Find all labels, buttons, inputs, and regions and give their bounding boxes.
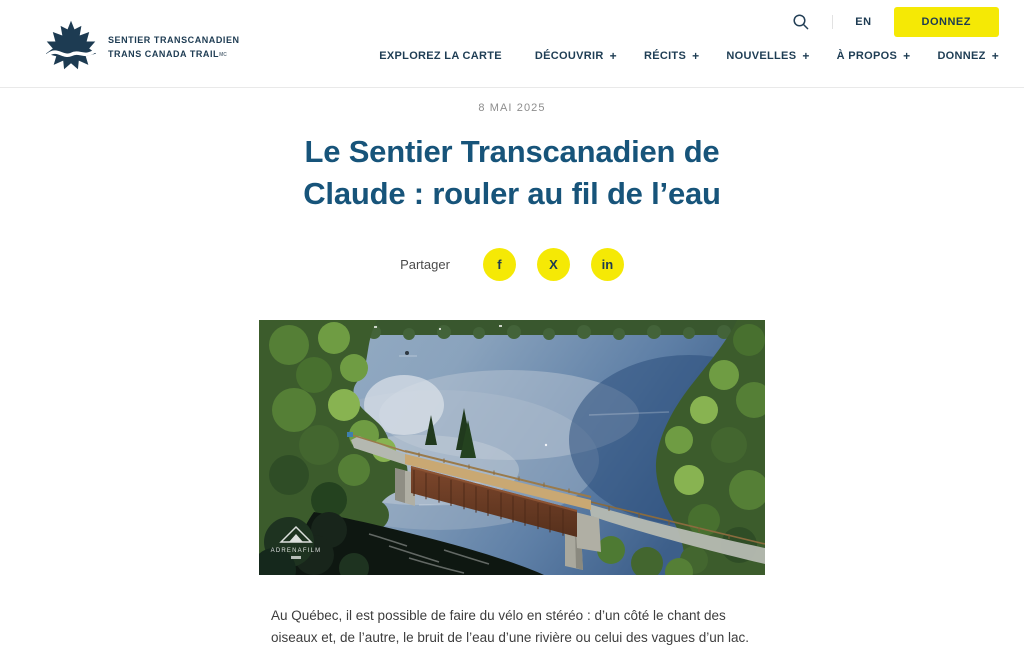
share-row: [259, 248, 765, 281]
facebook-share-icon[interactable]: f: [483, 248, 516, 281]
site-logo-text: [108, 34, 240, 62]
logo-line1: SENTIER TRANSCANADIEN: [108, 34, 240, 45]
logo-line2: TRANS CANADA TRAIL: [108, 48, 220, 59]
plus-icon: +: [692, 49, 700, 63]
nav-label: EXPLOREZ LA CARTE: [379, 50, 502, 62]
site-logo[interactable]: [45, 8, 240, 87]
logo-trademark: MC: [219, 51, 227, 58]
nav-label: DÉCOUVRIR: [534, 50, 604, 62]
page-title: [259, 131, 765, 215]
header-right: [379, 0, 999, 87]
watermark-text: ADRENAFILM: [270, 548, 322, 555]
title-line2: Claude : rouler au fil de l’eau: [303, 176, 721, 212]
hero-image: [259, 320, 765, 575]
search-icon[interactable]: [792, 13, 810, 31]
share-label: Partager: [400, 257, 450, 273]
nav-label: DONNEZ: [937, 50, 986, 62]
nav-item-explorez-la-carte[interactable]: [379, 50, 508, 62]
main-nav: [379, 49, 999, 63]
nav-item-donnez[interactable]: [937, 49, 999, 63]
x-twitter-share-icon[interactable]: X: [537, 248, 570, 281]
plus-icon: +: [609, 49, 617, 63]
nav-item-a-propos[interactable]: [837, 49, 911, 63]
article-date: 8 MAI 2025: [478, 102, 546, 114]
article-paragraph: Au Québec, il est possible de faire du vélo en stéréo : d’un côté le chant des oiseaux et, de l’autre, le bruit de l’eau d’une rivière ou celui des vagues d’un lac.: [271, 608, 750, 645]
article-main: [259, 102, 765, 648]
donate-button[interactable]: DONNEZ: [894, 7, 999, 37]
utility-row: [792, 7, 999, 36]
title-line1: Le Sentier Transcanadien de: [304, 134, 720, 169]
language-toggle[interactable]: EN: [855, 15, 872, 28]
nav-label: NOUVELLES: [726, 50, 797, 62]
nav-label: RÉCITS: [643, 50, 687, 62]
nav-item-nouvelles[interactable]: [726, 49, 809, 63]
site-header: [0, 0, 1024, 88]
nav-item-recits[interactable]: [644, 49, 699, 63]
nav-item-decouvrir[interactable]: [535, 49, 617, 63]
plus-icon: +: [802, 49, 810, 63]
maple-leaf-trail-icon: [45, 19, 97, 76]
plus-icon: +: [903, 49, 911, 63]
linkedin-share-icon[interactable]: in: [591, 248, 624, 281]
nav-label: À PROPOS: [836, 50, 898, 62]
utility-divider: [832, 15, 833, 29]
plus-icon: +: [991, 49, 999, 63]
